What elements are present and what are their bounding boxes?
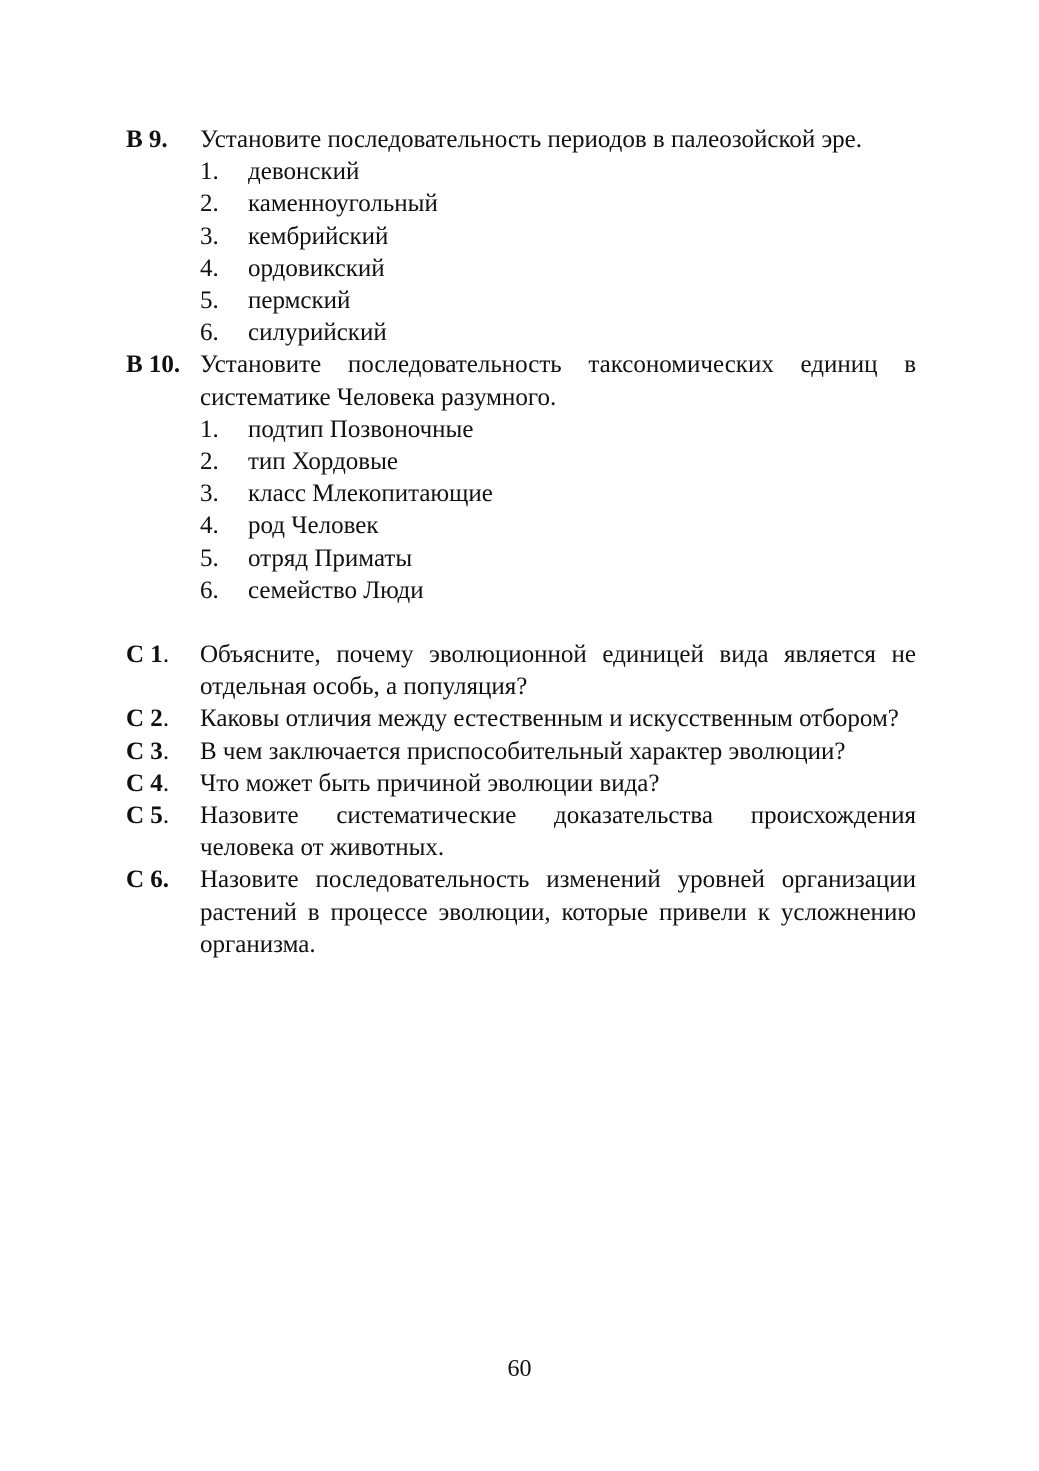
option-text: подтип Позвоночные bbox=[248, 415, 474, 443]
question-c2 bbox=[126, 703, 916, 735]
question-label: В 10. bbox=[126, 351, 181, 379]
page-content bbox=[126, 124, 916, 961]
option-text: тип Хордовые bbox=[248, 448, 398, 476]
question-body bbox=[200, 349, 916, 607]
question-text: Назовите систематические доказательства происхождения человека от животных. bbox=[200, 802, 916, 862]
option-number: 6. bbox=[200, 319, 219, 347]
answer-option bbox=[200, 285, 916, 317]
option-number: 6. bbox=[200, 576, 219, 604]
question-label: С 1. bbox=[126, 641, 170, 669]
answer-options bbox=[200, 414, 916, 607]
answer-option bbox=[200, 253, 916, 285]
page-number: 60 bbox=[507, 1356, 532, 1382]
question-b9 bbox=[126, 124, 916, 349]
option-number: 2. bbox=[200, 448, 219, 476]
option-number: 4. bbox=[200, 512, 219, 540]
answer-option bbox=[200, 221, 916, 253]
question-body bbox=[200, 124, 916, 349]
answer-option bbox=[200, 156, 916, 188]
question-text: Каковы отличия между естественным и искусственным отбором? bbox=[200, 705, 899, 733]
option-number: 5. bbox=[200, 287, 219, 315]
option-text: класс Млекопитающие bbox=[248, 480, 493, 508]
option-number: 3. bbox=[200, 480, 219, 508]
question-label: С 3. bbox=[126, 737, 170, 765]
answer-option bbox=[200, 188, 916, 220]
option-text: семейство Люди bbox=[248, 576, 424, 604]
option-text: кембрийский bbox=[248, 222, 389, 250]
option-number: 1. bbox=[200, 415, 219, 443]
question-label: С 4. bbox=[126, 769, 170, 797]
option-text: род Человек bbox=[248, 512, 379, 540]
question-label: С 2. bbox=[126, 705, 170, 733]
option-text: девонский bbox=[248, 158, 360, 186]
question-text: Что может быть причиной эволюции вида? bbox=[200, 769, 660, 797]
option-text: ордовикский bbox=[248, 254, 385, 282]
question-text: Установите последовательность таксономических единиц в систематике Человека разумного. bbox=[200, 351, 916, 411]
question-c5 bbox=[126, 800, 916, 864]
answer-options bbox=[200, 156, 916, 349]
answer-option bbox=[200, 510, 916, 542]
answer-option bbox=[200, 317, 916, 349]
question-text: Объясните, почему эволюционной единицей вида является не отдельная особь, а популяция? bbox=[200, 641, 916, 701]
question-label: В 9. bbox=[126, 126, 168, 153]
answer-option bbox=[200, 543, 916, 575]
question-b10 bbox=[126, 349, 916, 607]
option-text: силурийский bbox=[248, 319, 387, 347]
option-number: 4. bbox=[200, 254, 219, 282]
answer-option bbox=[200, 446, 916, 478]
question-c4 bbox=[126, 768, 916, 800]
option-text: каменноугольный bbox=[248, 190, 438, 218]
option-text: отряд Приматы bbox=[248, 544, 413, 572]
question-text: Установите последовательность периодов в палеозойской эре. bbox=[200, 126, 863, 153]
option-number: 1. bbox=[200, 158, 219, 186]
answer-option bbox=[200, 575, 916, 607]
answer-option bbox=[200, 478, 916, 510]
option-text: пермский bbox=[248, 287, 351, 315]
question-label: С 6. bbox=[126, 866, 170, 894]
question-text: Назовите последовательность изменений уровней организации растений в процессе эволюции, которые привели к усложнению организма. bbox=[200, 866, 916, 958]
question-c1 bbox=[126, 639, 916, 703]
question-label: С 5. bbox=[126, 802, 170, 830]
section-gap bbox=[126, 607, 916, 639]
question-c3 bbox=[126, 736, 916, 768]
answer-option bbox=[200, 414, 916, 446]
option-number: 3. bbox=[200, 222, 219, 250]
option-number: 5. bbox=[200, 544, 219, 572]
question-text: В чем заключается приспособительный характер эволюции? bbox=[200, 737, 846, 765]
option-number: 2. bbox=[200, 190, 219, 218]
question-c6 bbox=[126, 864, 916, 961]
